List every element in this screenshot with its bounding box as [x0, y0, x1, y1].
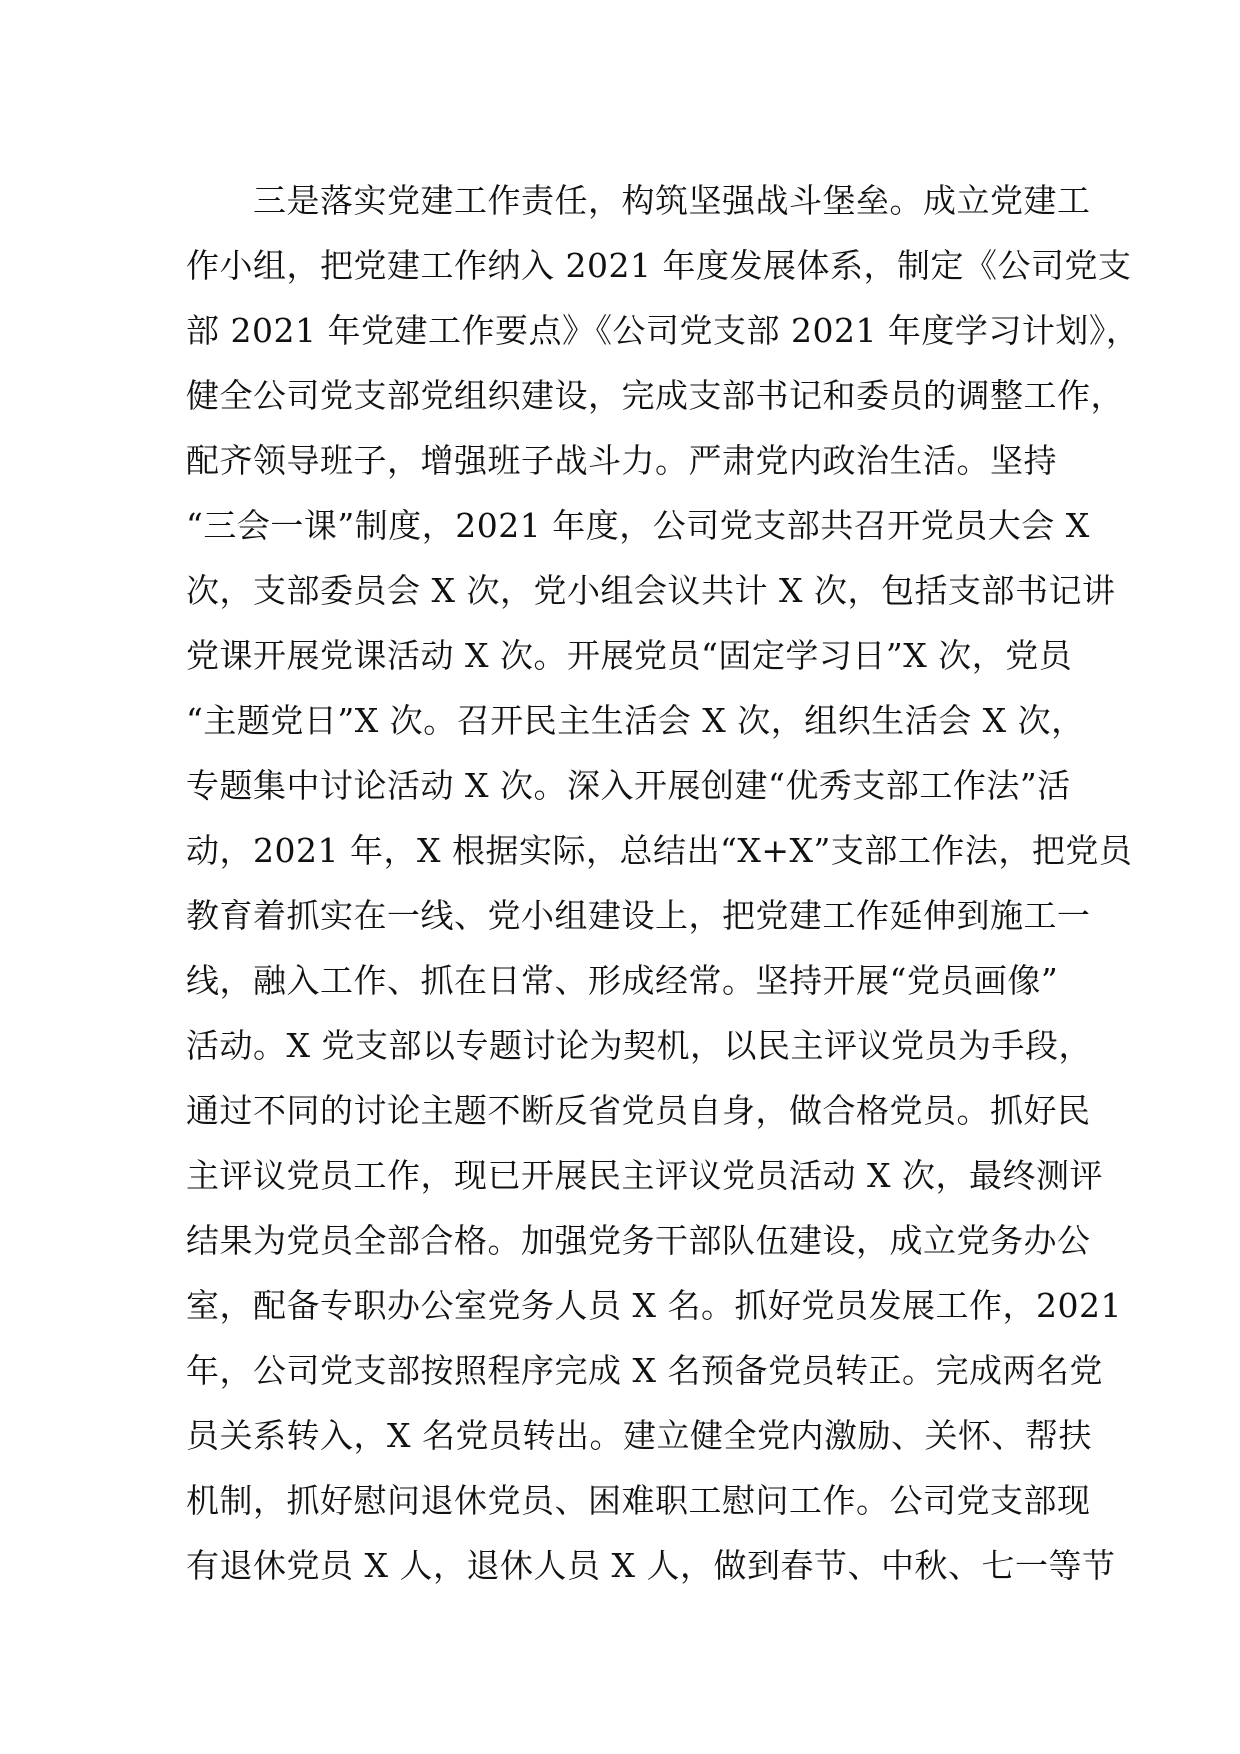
paragraph-line: 部 2021 年党建工作要点》《公司党支部 2021 年度学习计划》， [186, 311, 1140, 350]
paragraph-line: 配齐领导班子，增强班子战斗力。严肃党内政治生活。坚持 [186, 441, 1057, 480]
paragraph-line: 室，配备专职办公室党务人员 X 名。抓好党员发展工作，2021 [186, 1286, 1122, 1325]
paragraph-line: 专题集中讨论活动 X 次。深入开展创建“优秀支部工作法”活 [186, 766, 1071, 805]
paragraph-line: 线，融入工作、抓在日常、形成经常。坚持开展“党员画像” [186, 961, 1059, 1000]
paragraph-line: “主题党日”X 次。召开民主生活会 X 次，组织生活会 X 次， [186, 701, 1085, 740]
paragraph-line: 年，公司党支部按照程序完成 X 名预备党员转正。完成两名党 [186, 1351, 1103, 1390]
paragraph-line: 动，2021 年，X 根据实际，总结出“X+X”支部工作法，把党员 [186, 831, 1133, 870]
paragraph-line: 健全公司党支部党组织建设，完成支部书记和委员的调整工作， [186, 376, 1124, 415]
paragraph-line: 活动。X 党支部以专题讨论为契机，以民主评议党员为手段， [186, 1026, 1092, 1065]
body-paragraph [186, 168, 1140, 1598]
paragraph-line: 主评议党员工作，现已开展民主评议党员活动 X 次，最终测评 [186, 1156, 1103, 1195]
paragraph-line: 结果为党员全部合格。加强党务干部队伍建设，成立党务办公 [186, 1221, 1091, 1260]
paragraph-line: 通过不同的讨论主题不断反省党员自身，做合格党员。抓好民 [186, 1091, 1091, 1130]
paragraph-line: 三是落实党建工作责任，构筑坚强战斗堡垒。成立党建工 [186, 181, 1091, 220]
paragraph-line: “三会一课”制度，2021 年度，公司党支部共召开党员大会 X [186, 506, 1090, 545]
paragraph-line: 有退休党员 X 人，退休人员 X 人，做到春节、中秋、七一等节 [186, 1546, 1116, 1585]
paragraph-line: 机制，抓好慰问退休党员、困难职工慰问工作。公司党支部现 [186, 1481, 1091, 1520]
paragraph-line: 次，支部委员会 X 次，党小组会议共计 X 次，包括支部书记讲 [186, 571, 1116, 610]
paragraph-line: 教育着抓实在一线、党小组建设上，把党建工作延伸到施工一 [186, 896, 1091, 935]
paragraph-line: 员关系转入，X 名党员转出。建立健全党内激励、关怀、帮扶 [186, 1416, 1092, 1455]
paragraph-line: 党课开展党课活动 X 次。开展党员“固定学习日”X 次，党员 [186, 636, 1073, 675]
paragraph-line: 作小组，把党建工作纳入 2021 年度发展体系，制定《公司党支 [186, 246, 1132, 285]
